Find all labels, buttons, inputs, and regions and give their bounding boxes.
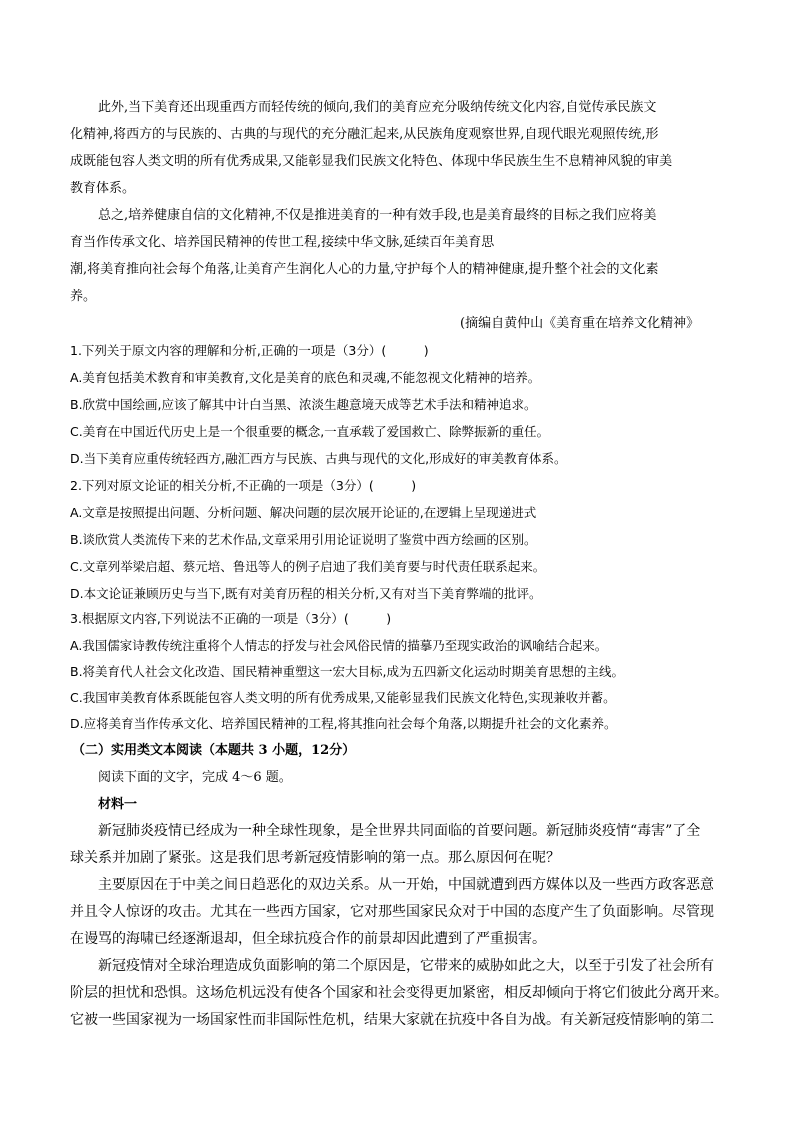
- option-1b: B.欣赏中国绘画,应该了解其中计白当黑、浓淡生趣意境天成等艺术手法和精神追求。: [70, 397, 537, 412]
- para2-line: 育当作传承文化、培养国民精神的传世工程,接续中华文脉,延续百年美育思: [70, 235, 495, 250]
- question-3: 3.根据原文内容,下列说法不正确的一项是（3分）( ): [70, 611, 392, 626]
- para1-line: 教育体系。: [70, 181, 136, 196]
- material-line: 它被一些国家视为一场国家性而非国际性危机，结果大家就在抗疫中各自为战。有关新冠疫情影响的第二: [70, 1012, 714, 1028]
- material-line: 球关系并加剧了紧张。这是我们思考新冠疫情影响的第一点。那么原因何在呢？: [70, 850, 560, 866]
- option-1a: A.美育包括美术教育和审美教育,文化是美育的底色和灵魂,不能忽视文化精神的培养。: [70, 370, 541, 385]
- para1-line: 化精神,将西方的与民族的、古典的与现代的充分融汇起来,从民族角度观察世界,自现代眼光观照传统,形: [70, 127, 659, 142]
- instruction: 阅读下面的文字，完成 4～6 题。: [98, 770, 292, 785]
- material-line: 新冠疫情对全球治理造成负面影响的第二个原因是，它带来的威胁如此之大，以至于引发了社会所有: [98, 958, 714, 974]
- section-title: （二）实用类文本阅读（本题共 3 小题，12分）: [72, 743, 356, 758]
- material-line: 在谩骂的海啸已经逐渐退却，但全球抗疫合作的前景却因此遭到了严重损害。: [70, 931, 546, 947]
- option-1d: D.当下美育应重传统轻西方,融汇西方与民族、古典与现代的文化,形成好的审美教育体系。: [70, 451, 567, 466]
- option-3c: C.我国审美教育体系既能包容人类文明的所有优秀成果,又能彰显我们民族文化特色,实现兼收并蓄。: [70, 690, 616, 705]
- option-2a: A.文章是按照提出问题、分析问题、解决问题的层次展开论证的,在逻辑上呈现递进式: [70, 505, 537, 520]
- question-2: 2.下列对原文论证的相关分析,不正确的一项是（3分）( ): [70, 478, 417, 493]
- para1-line: 成既能包容人类文明的所有优秀成果,又能彰显我们民族文化特色、体现中华民族生生不息精神风貌的审美: [70, 154, 673, 169]
- option-3d: D.应将美育当作传承文化、培养国民精神的工程,将其推向社会每个角落,以期提升社会的文化素养。: [70, 716, 617, 731]
- material-line: 新冠肺炎疫情已经成为一种全球性现象，是全世界共同面临的首要问题。新冠肺炎疫情“毒害”了全: [98, 823, 701, 839]
- para1-line: 此外,当下美育还出现重西方而轻传统的倾向,我们的美育应充分吸纳传统文化内容,自觉传承民族文: [98, 100, 657, 115]
- source-citation: (摘编自黄仲山《美育重在培养文化精神》: [460, 316, 700, 331]
- para2-line: 潮,将美育推向社会每个角落,让美育产生润化人心的力量,守护每个人的精神健康,提升整个社会的文化素: [70, 262, 659, 277]
- option-1c: C.美育在中国近代历史上是一个很重要的概念,一直承载了爱国救亡、除弊振新的重任。: [70, 424, 550, 439]
- option-3a: A.我国儒家诗教传统注重将个人情志的抒发与社会风俗民情的描摹乃至现实政治的讽喻结合起来。: [70, 638, 608, 653]
- material-line: 并且令人惊讶的攻击。尤其在一些西方国家，它对那些国家民众对于中国的态度产生了负面影响。尽管现: [70, 904, 714, 920]
- material-title: 材料一: [98, 797, 138, 812]
- material-line: 主要原因在于中美之间日趋恶化的双边关系。从一开始，中国就遭到西方媒体以及一些西方政客恶意: [98, 877, 714, 893]
- option-3b: B.将美育代人社会文化改造、国民精神重塑这一宏大目标,成为五四新文化运动时期美育思想的主线。: [70, 664, 625, 679]
- material-line: 阶层的担忧和恐惧。这场危机远没有使各个国家和社会变得更加紧密，相反却倾向于将它们彼此分离开来。: [70, 985, 728, 1001]
- option-2b: B.谈欣赏人类流传下来的艺术作品,文章采用引用论证说明了鉴赏中西方绘画的区别。: [70, 532, 537, 547]
- option-2c: C.文章列举梁启超、蔡元培、鲁迅等人的例子启迪了我们美育要与时代责任联系起来。: [70, 559, 546, 574]
- para2-line: 总之,培养健康自信的文化精神,不仅是推进美育的一种有效手段,也是美育最终的目标之我们应将美: [98, 208, 657, 223]
- option-2d: D.本文论证兼顾历史与当下,既有对美育历程的相关分析,又有对当下美育弊端的批评。: [70, 586, 542, 601]
- para2-line: 养。: [70, 289, 97, 304]
- question-1: 1.下列关于原文内容的理解和分析,正确的一项是（3分）( ): [70, 343, 429, 358]
